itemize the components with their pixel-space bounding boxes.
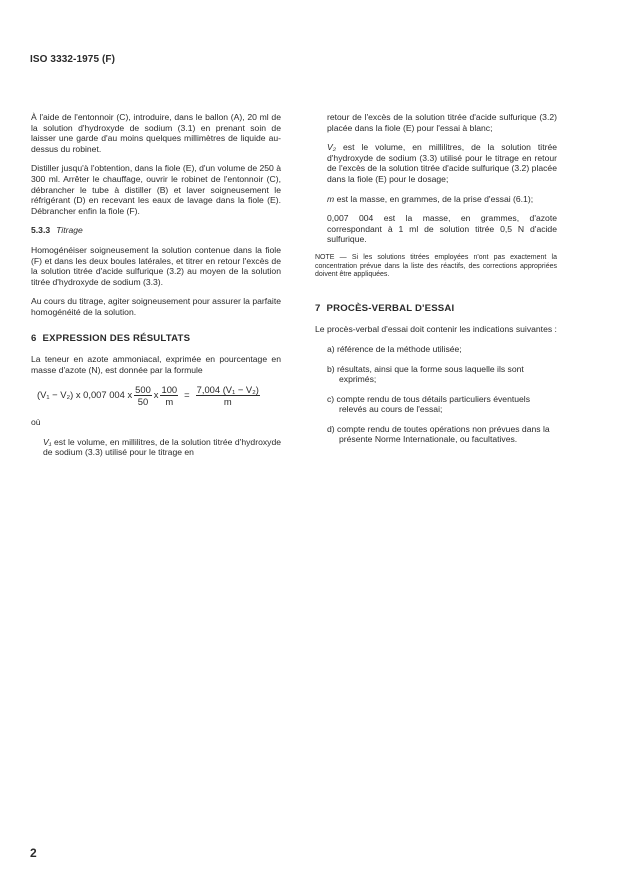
paragraph-titrage: Au cours du titrage, agiter soigneusement pour assurer la parfaite homogénéité de la solution. (31, 296, 281, 317)
paragraph-distiller: Distiller jusqu'à l'obtention, dans la fiole (E), d'un volume de 250 à 300 ml. Arrêter le chauffage, ouvrir le robinet de l'entonnoir (C), débrancher le tube à distiller (B) et laver soigneusement le réfrigérant (D) en recevant les eaux de lavage dans la fiole (E). Débrancher enfin la fiole (F). (31, 163, 281, 216)
page-number: 2 (30, 846, 37, 860)
formula-term: (V₁ − V₂) x 0,007 004 x (37, 389, 133, 401)
section-heading-5-3-3 (31, 225, 281, 236)
list-item: c) compte rendu de tous détails particuliers éventuels relevés au cours de l'essai; (327, 393, 531, 415)
list-item: b) résultats, ainsi que la forme sous laquelle ils sont exprimés; (327, 363, 524, 385)
section-number: 6 (31, 332, 37, 344)
fraction-500-50 (134, 384, 152, 407)
paragraph-teneur: La teneur en azote ammoniacal, exprimée en pourcentage en masse d'azote (N), est donnée par la formule (31, 354, 281, 375)
list-item: d) compte rendu de toutes opérations non prévues dans la présente Norme Internationale, ou facultatives. (327, 423, 550, 445)
denominator: m (223, 396, 232, 408)
paragraph-homogeneiser: Homogénéiser soigneusement la solution contenue dans la fiole (F) et dans les deux boules latérales, et titrer en retour l'excès de la solution titrée d'acide sulfurique (3.2) au moyen de la solution titrée d'hydroxyde de sodium (3.3). (31, 244, 281, 287)
document-header: ISO 3332-1975 (F) (30, 54, 116, 65)
definition-v1-continued: retour de l'excès de la solution titrée d'acide sulfurique (3.2) placée dans la fiole (E) pour l'essai à blanc; (327, 112, 557, 133)
symbol-v1: V₁ (43, 436, 52, 447)
definition-m (315, 194, 557, 205)
definition-constant: 0,007 004 est la masse, en grammes, d'azote correspondant à 1 ml de solution titrée 0,5 N d'acide sulfurique. (327, 213, 557, 245)
left-column (31, 112, 281, 467)
fraction-result (196, 384, 260, 407)
formula (37, 384, 281, 407)
numerator: 100 (161, 384, 178, 396)
section-title: Titrage (56, 225, 83, 236)
section-title: EXPRESSION DES RÉSULTATS (42, 332, 191, 344)
list (315, 344, 557, 445)
denominator: 50 (137, 396, 149, 408)
definition-text: est le volume, en millilitres, de la solution titrée d'hydroxyde de sodium (3.3) utilisé pour le titrage en (43, 436, 281, 458)
symbol-v2: V₂ (327, 142, 337, 153)
section-number: 5.3.3 (31, 225, 51, 236)
definition-text: est le volume, en millilitres, de la solution titrée d'hydroxyde de sodium (3.3) utilisé pour le titrage en retour de l'excès de la solution titrée d'acide sulfurique (3.2) placée dans la fiole (E) pour le dosage; (327, 142, 557, 184)
list-item: a) référence de la méthode utilisée; (327, 343, 462, 354)
section-number: 7 (315, 302, 321, 314)
fraction-100-m (160, 384, 178, 407)
denominator: m (165, 396, 174, 408)
paragraph-proces-verbal: Le procès-verbal d'essai doit contenir les indications suivantes : (315, 324, 557, 335)
numerator: 500 (135, 384, 151, 396)
note: NOTE — Si les solutions titrées employées n'ont pas exactement la concentration prévue dans la liste des réactifs, des corrections appropriées doivent être appliquées. (315, 253, 557, 279)
definition-v2 (315, 142, 557, 184)
section-heading-7 (315, 304, 557, 315)
word-ou: où (31, 417, 41, 428)
definition-text: est la masse, en grammes, de la prise d'essai (6.1); (336, 193, 534, 204)
equals-sign: = (184, 389, 190, 401)
section-heading-6 (31, 334, 281, 345)
definition-v1 (31, 437, 281, 458)
symbol-m: m (327, 193, 335, 204)
numerator: 7,004 (V₁ − V₂) (196, 384, 259, 396)
right-column (315, 112, 557, 454)
paragraph-entonnoir: À l'aide de l'entonnoir (C), introduire, dans le ballon (A), 20 ml de la solution d'hydroxyde de sodium (3.1) en prenant soin de laisser une garde d'au moins quelques millimètres de liquide au-dessus du robinet. (31, 112, 281, 154)
section-title: PROCÈS-VERBAL D'ESSAI (326, 302, 455, 314)
times-sign: x (153, 389, 159, 401)
